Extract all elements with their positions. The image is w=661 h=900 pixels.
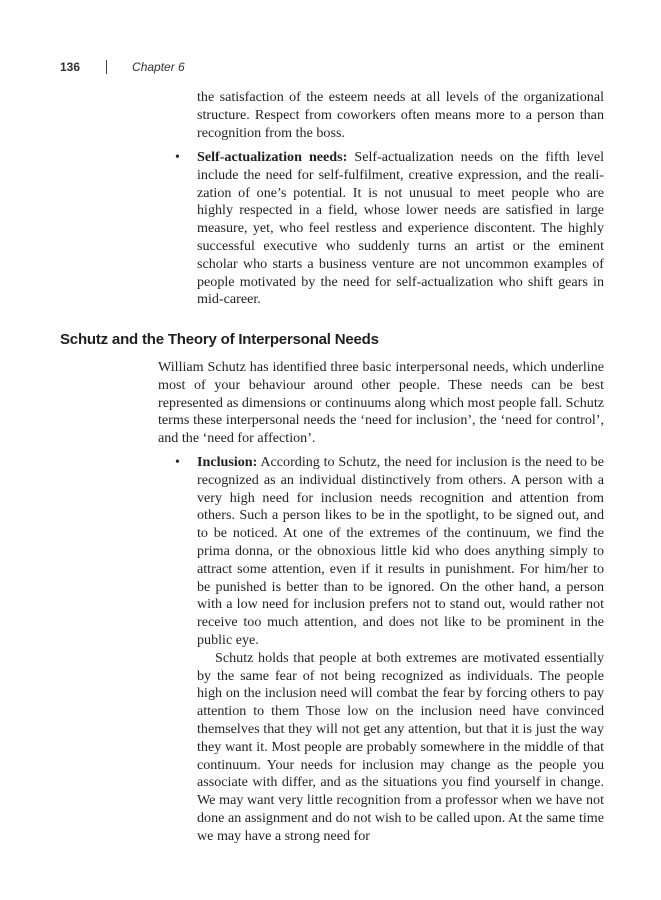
esteem-continuation <box>197 89 604 142</box>
header-divider <box>106 60 107 74</box>
inclusion-paragraph <box>197 454 604 650</box>
running-head <box>60 58 185 76</box>
self-actualization-text: Self-actualization needs on the fifth level include the need for self-fulfilment, creative expression, and the realization of one’s potential. It is not unusual to meet people who are highly respected in a field, whose lower needs are satisfied in large measure, yet, who feel restless and experience discontent. The highly successful executive who suddenly turns an artist or the eminent scholar who starts a business venture are not uncommon examples of people motivated by the need for self-actualization who shift gears in mid-career. <box>197 149 604 308</box>
intro-paragraph: William Schutz has identified three basic interpersonal needs, which underline most of your behaviour around other people. These needs can be best represented as dimensions or continuums along which most people fall. Schutz terms these interpersonal needs the ‘need for inclusion’, the ‘need for control’, and the ‘need for affection’. <box>158 359 604 447</box>
inclusion-paragraph-2: Schutz holds that people at both extremes are motivated essentially by the same fear of not being recognized as individuals. The people high on the inclusion need will combat the fear by forcing others to pay attention to them Those low on the inclusion need have convinced themselves that they will not get any attention, but that it is just the way they want it. Most people are probably somewhere in the middle of that continuum. Your needs for inclusion may change as the people you associate with differ, and as the situations you find yourself in change. We may want very little recognition from a professor when we have not done an assignment and do not wish to be called upon. At the same time we may have a strong need for <box>197 649 604 844</box>
self-actualization-term: Self-actualization needs: <box>197 149 348 165</box>
inclusion-item <box>175 454 604 846</box>
page-number: 136 <box>60 60 81 74</box>
section-intro <box>158 359 604 448</box>
chapter-label: Chapter 6 <box>132 60 185 74</box>
self-actualization-item <box>175 149 604 309</box>
inclusion-term: Inclusion: <box>197 454 258 470</box>
continuation-paragraph: the satisfaction of the esteem needs at all levels of the organizational structure. Respect from coworkers often means more to a person than recognition from the boss. <box>197 89 604 141</box>
bullet-marker: • <box>175 455 180 470</box>
section-heading: Schutz and the Theory of Interpersonal Needs <box>60 331 379 348</box>
self-actualization-paragraph <box>197 149 604 309</box>
bullet-marker: • <box>175 150 180 165</box>
inclusion-text: According to Schutz, the need for inclusion is the need to be recognized as an individual distinctively from others. A person with a very high need for inclusion needs recognition and attention from others. Such a person likes to be in the spotlight, to be signed out, and to be noticed. At one of the extremes of the continuum, we find the prima donna, or the obnoxious little kid who does anything simply to attract some attention, even if it results in punishment. For him/her to be punished is better than to be ignored. On the other hand, a person with a low need for inclusion prefers not to stand out, would rather not receive too much attention, and does not like to be prominent in the public eye. <box>197 454 604 648</box>
